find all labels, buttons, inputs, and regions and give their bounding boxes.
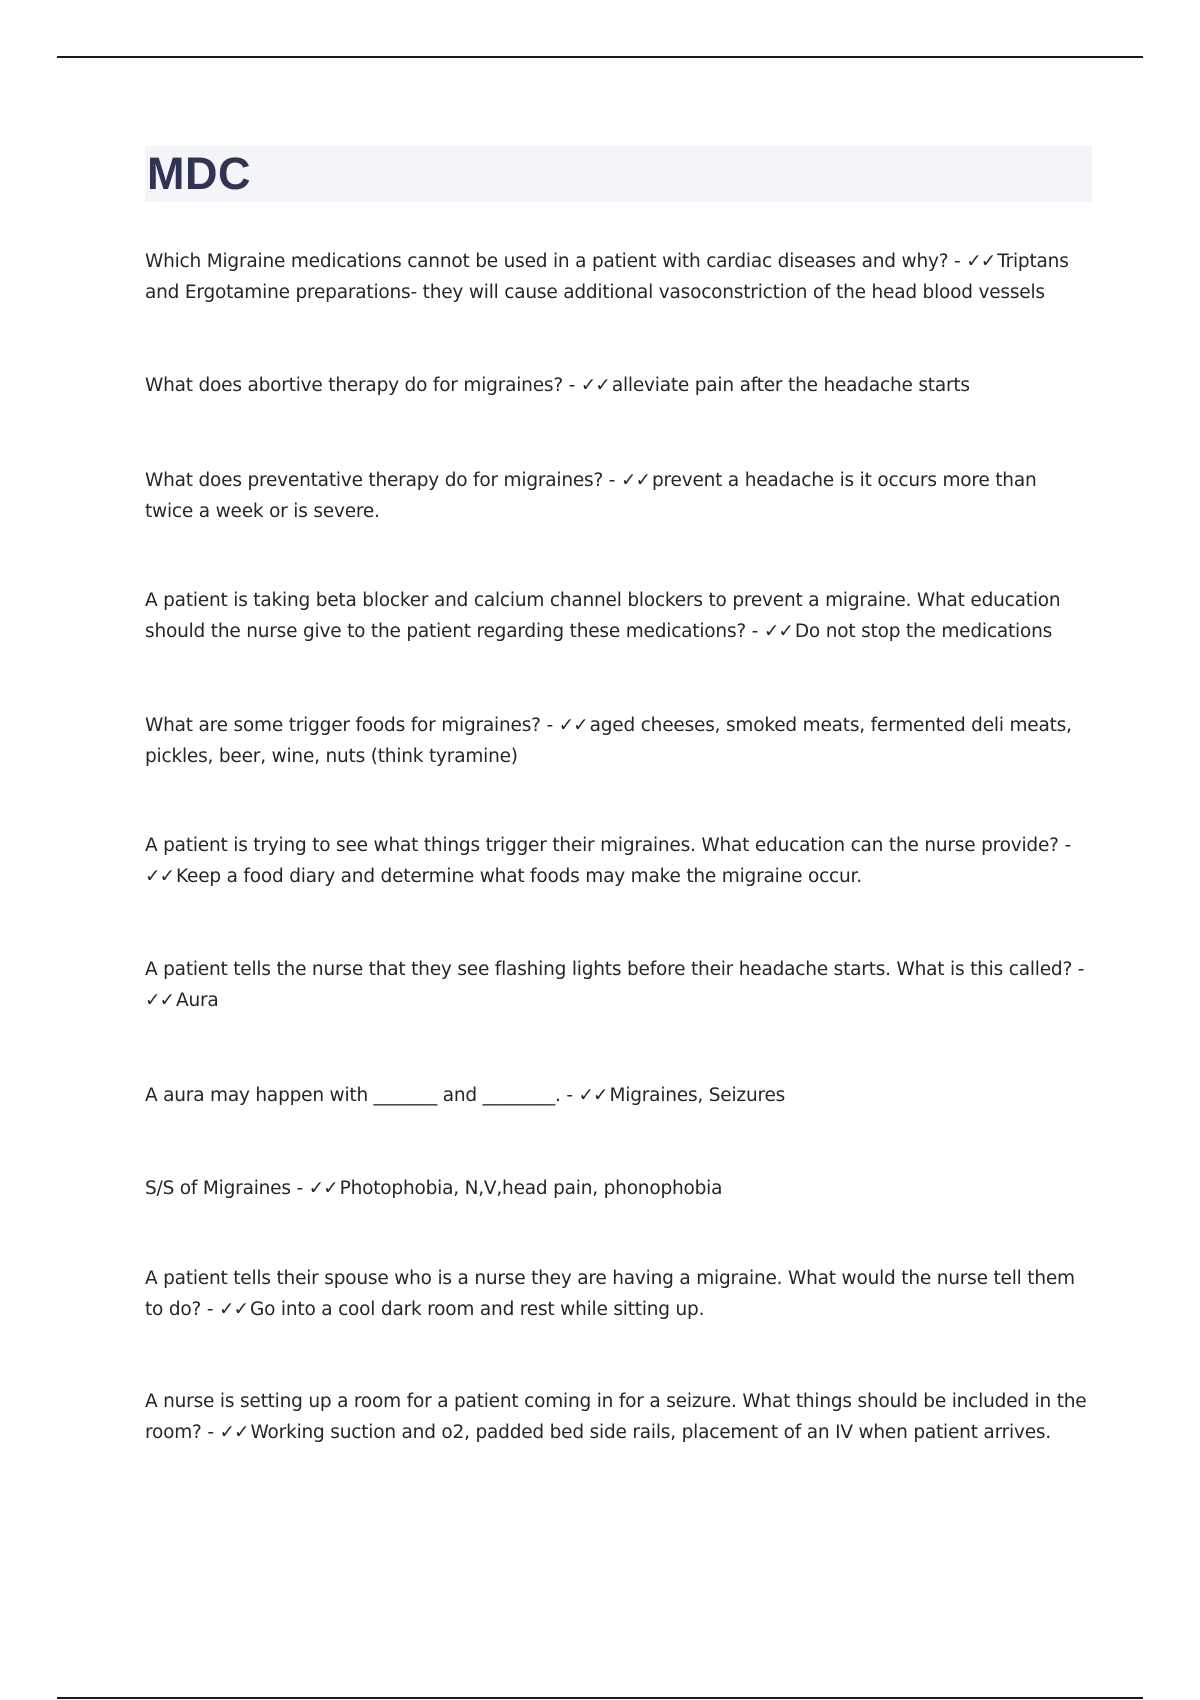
check-icon: ✓✓ — [219, 1422, 249, 1443]
separator: - — [560, 1085, 579, 1106]
separator: - — [201, 1299, 219, 1320]
qa-item-10 — [145, 1263, 1090, 1325]
separator: - — [562, 375, 581, 396]
check-icon: ✓✓ — [578, 1085, 608, 1106]
answer-text: Go into a cool dark room and rest while sitting up. — [250, 1299, 705, 1320]
check-icon: ✓✓ — [218, 1299, 248, 1320]
question-text: A nurse is setting up a room for a patient coming in for a seizure. What things should be included in the room? — [145, 1391, 1087, 1443]
separator: - — [603, 470, 621, 491]
question-text: What does abortive therapy do for migraines? — [145, 375, 563, 396]
answer-text: Aura — [176, 990, 219, 1011]
separator: - — [290, 1178, 309, 1199]
qa-item-7 — [145, 954, 1090, 1016]
answer-text: Do not stop the medications — [794, 621, 1053, 642]
qa-item-8 — [145, 1080, 1090, 1111]
separator: - — [746, 621, 764, 642]
page-title: MDC — [147, 148, 251, 199]
qa-item-6 — [145, 830, 1090, 892]
answer-text: alleviate pain after the headache starts — [611, 375, 970, 396]
answer-text: Working suction and o2, padded bed side rails, placement of an IV when patient arrives. — [250, 1422, 1052, 1443]
qa-item-5 — [145, 710, 1090, 772]
separator: - — [948, 251, 967, 272]
qa-item-9 — [145, 1173, 1090, 1204]
answer-text: Migraines, Seizures — [609, 1085, 786, 1106]
qa-item-1 — [145, 246, 1090, 308]
title-banner — [145, 146, 1092, 202]
qa-item-11 — [145, 1386, 1090, 1448]
qa-item-3 — [145, 465, 1090, 527]
question-text: A patient tells their spouse who is a nurse they are having a migraine. What would the nurse tell them to do? — [145, 1268, 1075, 1320]
check-icon: ✓✓ — [580, 375, 610, 396]
check-icon: ✓✓ — [620, 470, 650, 491]
question-text: What are some trigger foods for migraines? — [145, 715, 541, 736]
check-icon: ✓✓ — [308, 1178, 338, 1199]
qa-item-2 — [145, 370, 1090, 401]
answer-text: Triptans and Ergotamine preparations- they will cause additional vasoconstriction of the head blood vessels — [145, 251, 1069, 303]
question-text: A aura may happen with _______ and ________. — [145, 1085, 561, 1106]
top-rule — [57, 56, 1143, 58]
question-text: S/S of Migraines — [145, 1178, 291, 1199]
answer-text: Photophobia, N,V,head pain, phonophobia — [339, 1178, 723, 1199]
answer-text: Keep a food diary and determine what foods may make the migraine occur. — [176, 866, 862, 887]
answer-text: prevent a headache is it occurs more than twice a week or is severe. — [145, 470, 1037, 522]
separator: - — [201, 1422, 220, 1443]
answer-text: aged cheeses, smoked meats, fermented deli meats, pickles, beer, wine, nuts (think tyramine) — [145, 715, 1072, 767]
question-text: A patient is trying to see what things trigger their migraines. What education can the nurse provide? — [145, 835, 1059, 856]
check-icon: ✓✓ — [558, 715, 588, 736]
qa-item-4 — [145, 585, 1090, 647]
separator: - — [1072, 959, 1085, 980]
separator: - — [540, 715, 559, 736]
question-text: A patient tells the nurse that they see flashing lights before their headache starts. What is this called? — [145, 959, 1073, 980]
bottom-rule — [57, 1697, 1143, 1699]
separator: - — [1058, 835, 1071, 856]
check-icon: ✓✓ — [145, 990, 175, 1011]
check-icon: ✓✓ — [763, 621, 793, 642]
question-text: A patient is taking beta blocker and calcium channel blockers to prevent a migraine. What education should the nurse give to the patient regarding these medications? — [145, 590, 1061, 642]
check-icon: ✓✓ — [966, 251, 996, 272]
question-text: What does preventative therapy do for migraines? — [145, 470, 604, 491]
check-icon: ✓✓ — [145, 866, 175, 887]
question-text: Which Migraine medications cannot be used in a patient with cardiac diseases and why? — [145, 251, 949, 272]
